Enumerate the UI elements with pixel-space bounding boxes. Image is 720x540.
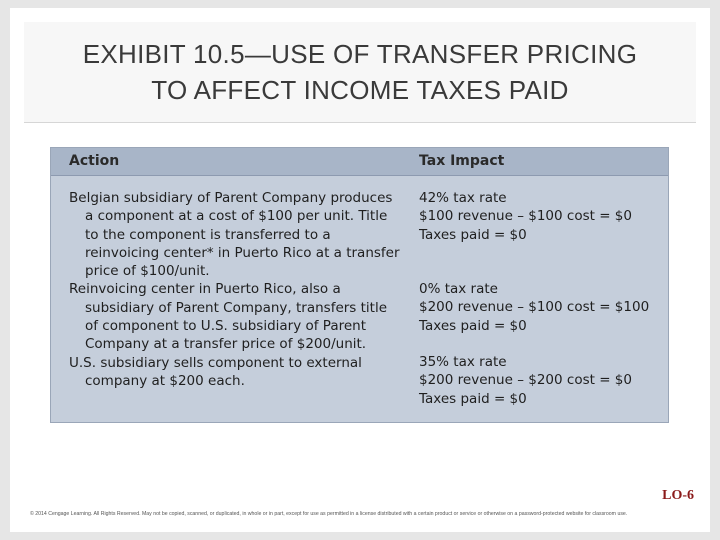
title-box [24,22,696,123]
action-item-3: U.S. subsidiary sells component to external company at $200 each. [69,354,362,389]
impact-group-1 [419,189,659,280]
impact-group-3 [419,353,659,408]
slide [10,8,710,532]
impact-calc: $200 revenue – $100 cost = $100 [419,299,650,316]
learning-objective-label: LO-6 [662,488,694,503]
copyright-footer: © 2014 Cengage Learning. All Rights Reserved. May not be copied, scanned, or duplicated, in whole or in part, except for use as permitted in a license distributed with a certain product or service or otherwise on a password-protected website for classroom use. [30,511,628,517]
header-tax-impact: Tax Impact [419,153,505,169]
action-item-1: Belgian subsidiary of Parent Company produces a component at a cost of $100 per unit. Title to the component is transferred to a reinvoicing center* in Puerto Rico at a transfer price of $100/unit. [69,190,400,280]
impact-rate: 42% tax rate [419,190,507,206]
impact-taxes: Taxes paid = $0 [419,390,527,407]
impact-taxes: Taxes paid = $0 [419,317,527,334]
impact-group-2 [419,280,659,353]
impact-calc: $200 revenue – $200 cost = $0 [419,372,632,389]
impact-rate: 0% tax rate [419,281,498,297]
impact-rate: 35% tax rate [419,354,507,370]
table-header [51,148,668,176]
header-action: Action [69,153,120,169]
title-line-1: EXHIBIT 10.5—USE OF TRANSFER PRICING [82,39,638,69]
exhibit-table [50,147,669,423]
tax-impact-column [419,189,659,408]
title-line-2: TO AFFECT INCOME TAXES PAID [151,75,569,105]
actions-column [69,189,404,390]
slide-title [24,22,696,108]
impact-taxes: Taxes paid = $0 [419,226,527,243]
impact-calc: $100 revenue – $100 cost = $0 [419,208,632,225]
action-item-2: Reinvoicing center in Puerto Rico, also a subsidiary of Parent Company, transfers title of component to U.S. subsidiary of Parent Company at a transfer price of $200/unit. [69,281,388,353]
